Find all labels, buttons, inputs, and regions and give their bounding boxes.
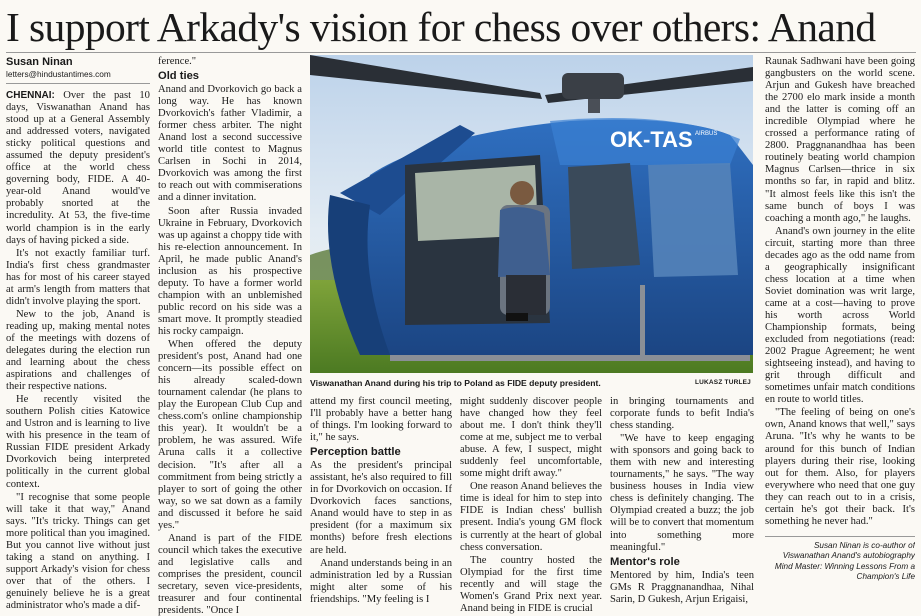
author-footnote: Susan Ninan is co-author of Viswanathan Anand's autobiography Mind Master: Winning Lessons From a Champion's Life xyxy=(765,536,915,583)
paragraph: "We have to keep engaging with sponsors and going back to them with new and interesting tournaments," he says. "The way business houses in India view chess is definitely changing. The Olympiad created a buzz; the job will be to convert that momentum into something more meaningful." xyxy=(610,433,754,553)
caption-text: Viswanathan Anand during his trip to Poland as FIDE deputy president. xyxy=(310,378,601,388)
column-5 xyxy=(610,396,754,616)
column-1 xyxy=(6,56,150,616)
headline-rule xyxy=(6,52,916,53)
airbus-logo: AIRBUS xyxy=(695,131,718,137)
byline-email[interactable]: letters@hindustantimes.com xyxy=(6,69,150,84)
subhead-mentors-role: Mentor's role xyxy=(610,555,680,568)
paragraph: He recently visited the southern Polish cities Katowice and Ustron and is learning to live with his presence in the team of Russian FIDE president Arkady Dvorkovich being interpreted politically in the current global context. xyxy=(6,394,150,490)
paragraph: As the president's principal assistant, he's also required to fill in for Dvorkovich on occasion. If Dvorkovich faces sanctions, Anand would have to step in as president (for a maximum six months) before fresh elections are held. xyxy=(310,460,452,556)
paragraph: ference." xyxy=(158,56,197,67)
photo-credit: LUKASZ TURLEJ xyxy=(694,379,751,386)
headline: I support Arkady's vision for chess over others: Anand xyxy=(6,4,876,50)
paragraph: Mentored by him, India's teen GMs R Praggnanandhaa, Nihal Sarin, D Gukesh, Arjun Erigaisi, xyxy=(610,569,754,605)
paragraph: "The feeling of being on one's own, Anand knows that well," says Aruna. "It's why he wants to be around for this bunch of Indian players during their rise, looking out for them. Also, for players everywhere who need that one guy they can reach out to in a crisis, certain he's got their back. It's something he never had." xyxy=(765,407,915,527)
dateline: CHENNAI: xyxy=(6,90,55,101)
column-3 xyxy=(310,396,452,616)
paragraph: might suddenly discover people have changed how they feel about me. I don't think they'll come at me, subject me to verbal abuse. A few, I suspect, might suddenly feel uncomfortable, some might drift away." xyxy=(460,396,602,480)
paragraph: It's not exactly familiar turf. India's first chess grandmaster has for most of his career stayed at arm's length from matters that didn't involve playing the sport. xyxy=(6,247,150,307)
paragraph: Soon after Russia invaded Ukraine in February, Dvorkovich was up against a choppy tide with his re-election announcement. In April, he made public Anand's inclusion as his prospective deputy. To have a former world champion with an unblemished public record on his side was a smart move. It promptly steadied his rocky campaign. xyxy=(158,205,302,337)
paragraph: "I recognise that some people will take it that way," Anand says. "It's tricky. Things can get more political than you imagined. But you cannot live without just taking a stand on anything. I support Arkady's vision for chess over that of the others. I genuinely believe he is a great administrator who's made a dif- xyxy=(6,491,150,611)
column-4 xyxy=(460,396,602,616)
paragraph: New to the job, Anand is reading up, making mental notes of the meetings with dozens of delegates during the election run and learning about the chess aspirations and challenges of their respective nations. xyxy=(6,308,150,393)
byline-author: Susan Ninan xyxy=(6,56,73,68)
paragraph: When offered the deputy president's post, Anand had one concern—its possible effect on his already scaled-down tournament calendar (he plans to play the European Club Cup and chess.com's online championship this year). It wouldn't be a problem, he was assured. Wife Aruna calls it a collective decision. "It's after all a commitment from being strictly a player to sort of going the other way, so we sat down as a family and discussed it before he said yes." xyxy=(158,339,302,531)
column-2 xyxy=(158,56,302,616)
column-6 xyxy=(765,56,915,616)
paragraph: Anand and Dvorkovich go back a long way. He has known Dvorkovich's father Vladimir, a former chess arbiter. The night Anand lost a second successive world title contest to Magnus Carlsen in Sochi in 2014, Dvorkovich was among the first to reach out with commiserations and a dinner invitation. xyxy=(158,84,302,204)
helicopter-photo xyxy=(310,55,753,373)
paragraph: attend my first council meeting, I'll probably have a better hang of things. I'm looking forward to it," he says. xyxy=(310,396,452,444)
helicopter-illustration xyxy=(310,55,753,373)
paragraph: in bringing tournaments and corporate funds to befit India's chess standing. xyxy=(610,396,754,432)
paragraph: The country hosted the Olympiad for the first time recently and will stage the Women's Grand Prix next year. Anand being in FIDE is crucial xyxy=(460,554,602,614)
paragraph: One reason Anand believes the time is ideal for him to step into FIDE is Indian chess' bullish present. India's young GM flock is currently at the heart of global chess conversation. xyxy=(460,481,602,553)
paragraph: Anand understands being in an administration led by a Russian might alter some of his friendships. "My feeling is I xyxy=(310,557,452,605)
paragraph: Raunak Sadhwani have been going gangbusters on the world scene. Arjun and Gukesh have breached the 2700 elo mark inside a month and the latter is coming off an incredible Olympiad where he crossed a performance rating of 2800. Praggnanandhaa has been routinely beating world champion Magnus Carlsen—thrice in six months so far, in rapid and blitz. "It almost feels like this isn't the same bunch of boys I was coaching a month ago," he laughs. xyxy=(765,56,915,224)
subhead-perception-battle: Perception battle xyxy=(310,446,401,459)
photo-caption xyxy=(310,376,753,390)
paragraph: CHENNAI: Over the past 10 days, Viswanathan Anand has stood up at a General Assembly and addressed voters, navigated sticky political questions and assumed the deputy president's office at the world chess governing body, FIDE. A 40-year-old Anand would've probably snorted at the incredulity. At 53, the five-time world champion is in the early days of having picked a side. xyxy=(6,90,150,246)
tail-number: OK-TAS xyxy=(610,127,693,152)
paragraph: Anand's own journey in the elite circuit, starting more than three decades ago as the odd name from a geographically insignificant chess location at a time when Soviet domination was writ large, came at a cost—having to prove his worth across World Championship formats, being excluded from negotiations (read: 2002 Prague Agreement; he went sightseeing instead), and having to grit through difficult and sometimes unfair match conditions en route to world titles. xyxy=(765,225,915,406)
subhead-old-ties: Old ties xyxy=(158,70,200,83)
paragraph: Anand is part of the FIDE council which takes the executive and legislative calls and comprises the president, council secretary, seven vice-presidents, treasurer and four continental presidents. "Once I xyxy=(158,532,302,616)
